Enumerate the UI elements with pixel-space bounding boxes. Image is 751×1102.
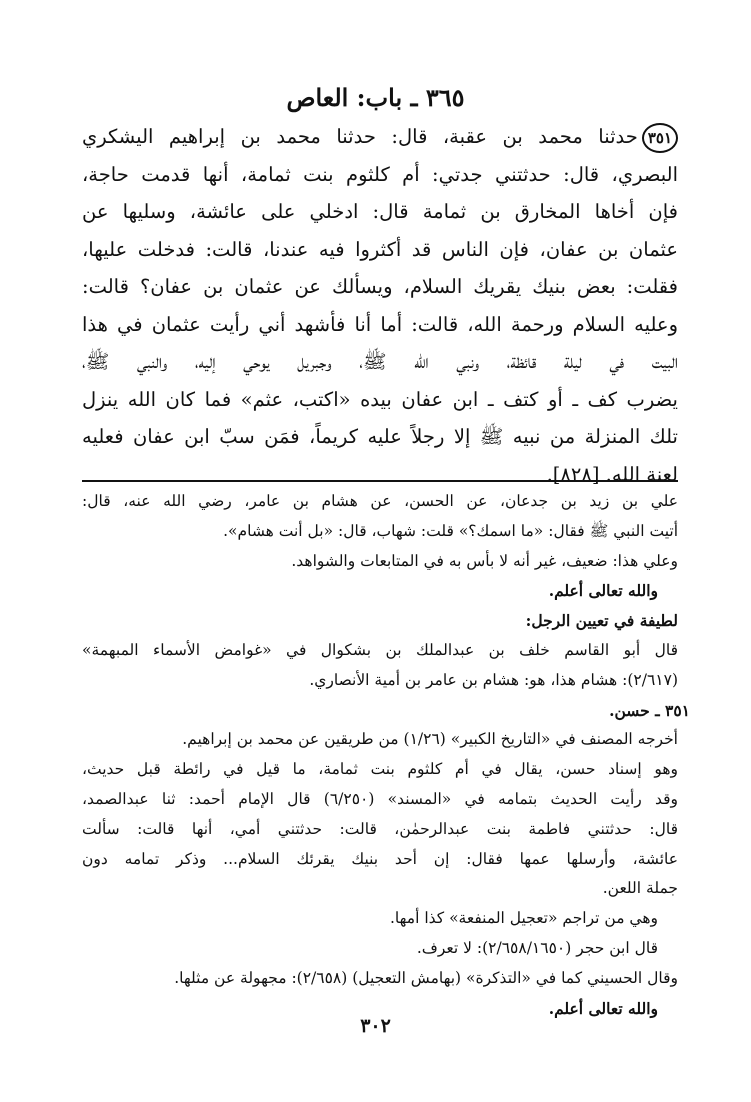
- footnote-line: قال ابن حجر (٢/٦٥٨/١٦٥٠): لا تعرف.: [416, 938, 658, 957]
- footnote-line: قال: حدثتني فاطمة بنت عبدالرحمٰن، قالت: حدثتني أمي، أنها قالت: سألت: [82, 819, 678, 838]
- footnotes: [82, 487, 690, 1023]
- footnote-divider: [82, 480, 678, 482]
- hadith-line-text: حدثنا محمد بن عقبة، قال: حدثنا محمد بن إبراهيم اليشكري: [82, 125, 638, 148]
- footnote-line: وعلي هذا: ضعيف، غير أنه لا بأس به في المتابعات والشواهد.: [291, 551, 678, 570]
- hadith-line: فقلت: بعض بنيك يقريك السلام، ويسألك عن عثمان بن عفان؟ قالت:: [82, 275, 678, 298]
- subheading: لطيفة في تعيين الرجل:: [525, 611, 678, 631]
- footnote-line: أتيت النبي ﷺ فقال: «ما اسمك؟» قلت: شهاب، قال: «بل أنت هشام».: [223, 521, 678, 540]
- hadith-line: فإن أخاها المخارق بن ثمامة قال: ادخلي على عائشة، وسليها عن: [82, 200, 678, 223]
- footnote-line: قال أبو القاسم خلف بن عبدالملك بن بشكوال في «غوامض الأسماء المبهمة»: [82, 640, 678, 659]
- closing-formula: والله تعالى أعلم.: [548, 998, 658, 1018]
- hadith-number-badge: ٣٥١: [642, 123, 678, 153]
- footnote-line: علي بن زيد بن جدعان، عن الحسن، عن هشام بن عامر، رضي الله عنه، قال:: [82, 492, 678, 510]
- hadith-line: عثمان بن عفان، فإن الناس قد أكثروا فيه عندنا، قالت: فدخلت عليها،: [82, 237, 678, 261]
- hadith-line: وعليه السلام ورحمة الله، قالت: أما أنا فأشهد أني رأيت عثمان في هذا: [82, 312, 678, 336]
- footnote-line: عائشة، وأرسلها عمها فقال: إن أحد بنيك يقرئك السلام... وذكر تمامه دون: [82, 849, 678, 868]
- footnote-line: وهو إسناد حسن، يقال في أم كلثوم بنت ثمامة، ما قيل في رائطة قبل حديث،: [82, 760, 678, 779]
- hadith-line: البصري، قال: حدثتني جدتي: أم كلثوم بنت ثمامة، أنها قدمت حاجة،: [82, 162, 678, 186]
- closing-formula: والله تعالى أعلم.: [548, 581, 658, 601]
- hadith-line: [82, 118, 678, 156]
- hadith-line: لعنة الله. [٨٢٨].: [546, 462, 678, 486]
- hadith-line: البيت في ليلة قائظة، ونبي الله ﷺ، وجبريل يوحي إليه، والنبي ﷺ،: [82, 350, 678, 373]
- footnote-line: (٢/٦١٧): هشام هذا، هو: هشام بن عامر بن أمية الأنصاري.: [309, 670, 678, 689]
- hadith-line: تلك المنزلة من نبيه ﷺ إلا رجلاً عليه كريماً، فمَن سبّ ابن عفان فعليه: [82, 425, 678, 448]
- footnote-line: أخرجه المصنف في «التاريخ الكبير» (١/٢٦) من طريقين عن محمد بن إبراهيم.: [182, 730, 678, 749]
- footnote-line: وقال الحسيني كما في «التذكرة» (بهامش التعجيل) (٢/٦٥٨): مجهولة عن مثلها.: [174, 968, 678, 987]
- footnote-grade: ٣٥١ ـ حسن.: [609, 700, 690, 720]
- footnote-line: وهي من تراجم «تعجيل المنفعة» كذا أمها.: [389, 909, 658, 928]
- footnote-line: وقد رأيت الحديث بتمامه في «المسند» (٦/٢٥٠) قال الإمام أحمد: ثنا عبدالصمد،: [82, 789, 678, 808]
- hadith-line: يضرب كف ـ أو كتف ـ ابن عفان بيده «اكتب، عثم» فما كان الله ينزل: [82, 387, 678, 411]
- hadith-text: [82, 118, 678, 493]
- page-number: ٣٠٢: [360, 1015, 391, 1037]
- footnote-line: جملة اللعن.: [602, 879, 678, 898]
- chapter-heading: ٣٦٥ ـ باب: العاص: [286, 83, 465, 112]
